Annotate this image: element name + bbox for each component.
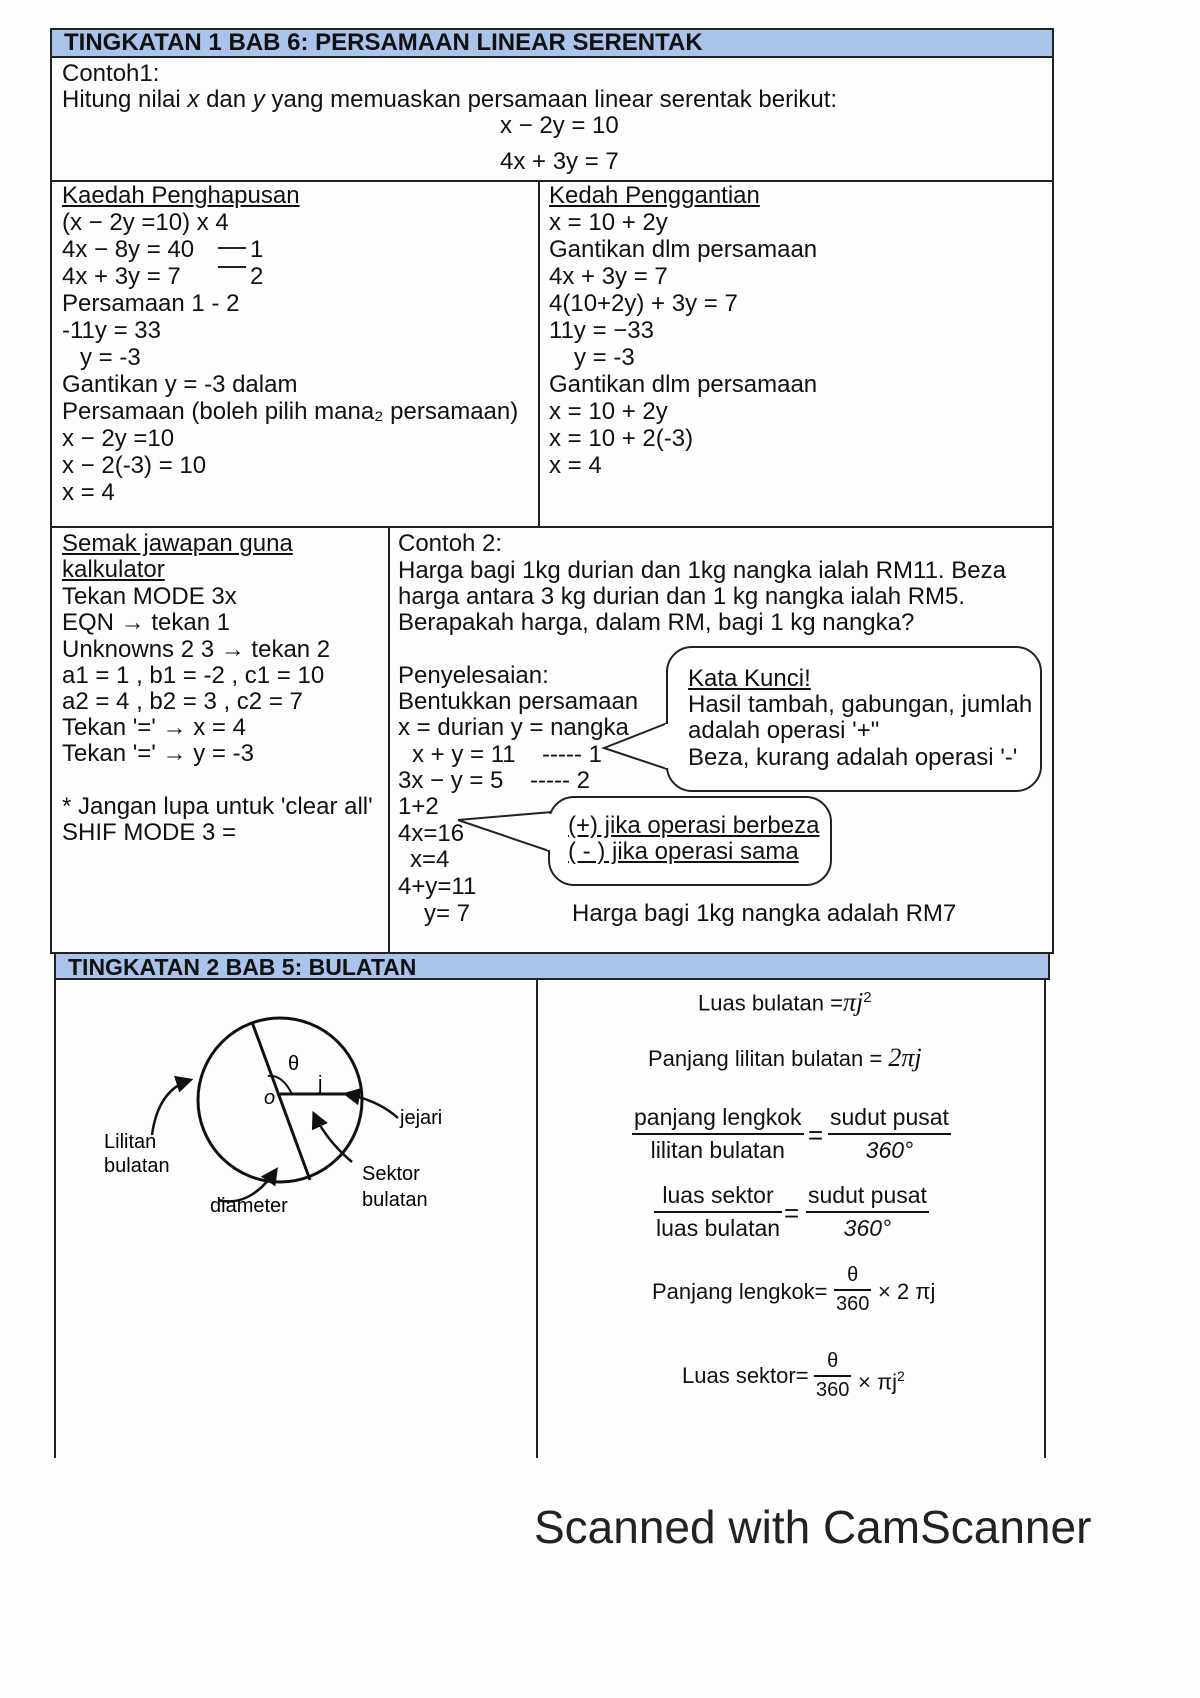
lilitan-label-2: bulatan <box>104 1155 170 1177</box>
question-mid: dan <box>199 86 253 113</box>
section1-title: TINGKATAN 1 BAB 6: PERSAMAAN LINEAR SERENTAK <box>50 28 1054 58</box>
elim-line: x − 2(-3) = 10 <box>62 452 207 479</box>
example2-label: Contoh 2: <box>398 530 503 557</box>
arc-num: θ <box>847 1264 859 1286</box>
elim-line: -11y = 33 <box>62 317 161 344</box>
ratio1-num-left: panjang lengkok <box>634 1104 802 1130</box>
elim-tag-1: 1 <box>250 236 264 263</box>
fraction-bar <box>828 1133 951 1135</box>
solution-tag-1: ----- 1 <box>542 741 602 768</box>
subs-line: Gantikan dlm persamaan <box>549 371 818 398</box>
solution-line: 4x=16 <box>398 820 465 847</box>
keyword-line: Hasil tambah, gabungan, jumlah <box>688 691 1033 718</box>
fraction-bar <box>806 1211 929 1213</box>
sektor-arrow <box>314 1114 352 1162</box>
keyword-line: Beza, kurang adalah operasi '-' <box>688 744 1018 771</box>
elim-line: (x − 2y =10) x 4 <box>62 209 229 236</box>
circumference-formula <box>648 1044 922 1073</box>
example2-question-line: harga antara 3 kg durian dan 1 kg nangka ialah RM5. <box>398 583 966 610</box>
circumference-expr: 2πj <box>888 1043 922 1072</box>
arc-den: 360 <box>836 1293 870 1315</box>
sektor-label-2: bulatan <box>362 1189 428 1211</box>
calc-line: Unknowns 2 3 → tekan 2 <box>62 636 331 663</box>
elim-line: 4x + 3y = 7 <box>62 263 181 290</box>
jejari-label: jejari <box>400 1107 443 1129</box>
subs-line: x = 4 <box>549 452 602 479</box>
elim-line: x = 4 <box>62 479 115 506</box>
calc-line: a1 = 1 , b1 = -2 , c1 = 10 <box>62 662 325 689</box>
equation-1: x − 2y = 10 <box>500 112 619 139</box>
subs-line: x = 10 + 2y <box>549 209 668 236</box>
solution-tag-2: ----- 2 <box>530 767 590 794</box>
solution-line: Penyelesaian: <box>398 662 549 689</box>
calc-line: Tekan '=' → y = -3 <box>62 740 254 767</box>
sign-line-1: (+) jika operasi berbeza <box>568 812 820 839</box>
sector-tail <box>858 1362 905 1396</box>
ratio1-left-fraction <box>632 1104 804 1164</box>
lilitan-arrow <box>152 1080 190 1135</box>
question-x: x <box>187 86 200 113</box>
sector-num: θ <box>827 1350 839 1372</box>
sector-label: Luas sektor= <box>682 1363 809 1388</box>
ratio2-den-right: 360° <box>843 1215 892 1241</box>
question-y: y <box>252 86 265 113</box>
ratio1-equals: = <box>808 1120 824 1150</box>
lilitan-label-1: Lilitan <box>104 1131 157 1153</box>
o-label: o <box>264 1087 276 1109</box>
question-pre: Hitung nilai <box>62 86 188 113</box>
section2-right-border <box>1044 978 1046 1458</box>
subs-line: 4x + 3y = 7 <box>549 263 668 290</box>
sign-bubble-tail <box>458 812 552 852</box>
diameter-line <box>252 1022 310 1180</box>
example2-question-line: Harga bagi 1kg durian dan 1kg nangka ialah RM11. Beza <box>398 557 1006 584</box>
arc-tail: × 2 πj <box>878 1279 936 1304</box>
elimination-heading: Kaedah Penghapusan <box>62 182 300 209</box>
j-label: j <box>318 1073 323 1095</box>
subs-line: 4(10+2y) + 3y = 7 <box>549 290 738 317</box>
sector-tail-text: × πj <box>858 1369 898 1395</box>
elim-line: Gantikan y = -3 dalam <box>62 371 298 398</box>
area-expr: πj <box>842 987 864 1017</box>
theta-label: θ <box>288 1053 300 1075</box>
solution-line: Bentukkan persamaan <box>398 688 639 715</box>
keyword-line: adalah operasi '+" <box>688 717 880 744</box>
calc-line: EQN → tekan 1 <box>62 609 231 636</box>
ratio2-den-left: luas bulatan <box>656 1215 781 1241</box>
solution-line: 1+2 <box>398 793 439 820</box>
sector-den: 360 <box>816 1379 850 1401</box>
substitution-heading: Kedah Penggantian <box>549 182 760 209</box>
keyword-title: Kata Kunci! <box>688 665 811 692</box>
sektor-label-1: Sektor <box>362 1163 420 1185</box>
ratio2-num-right: sudut pusat <box>808 1182 927 1208</box>
subs-line: x = 10 + 2(-3) <box>549 425 694 452</box>
fraction-bar <box>814 1375 851 1377</box>
area-formula <box>698 984 872 1017</box>
calculator-heading-1: Semak jawapan guna <box>62 530 293 557</box>
calc-line: a2 = 4 , b2 = 3 , c2 = 7 <box>62 688 303 715</box>
sign-line-2: ( - ) jika operasi sama <box>568 838 799 865</box>
example1-label: Contoh1: <box>62 60 160 87</box>
arc-fraction <box>834 1264 871 1316</box>
keyword-bubble-tail-cover <box>665 724 669 768</box>
ratio2-right-fraction <box>806 1182 929 1242</box>
calc-line: Tekan '=' → x = 4 <box>62 714 246 741</box>
sign-bubble-tail-cover <box>547 814 551 850</box>
ratio2-left-fraction <box>654 1182 782 1242</box>
ratio1-den-right: 360° <box>865 1137 914 1163</box>
elim-line: Persamaan (boleh pilih mana₂ persamaan) <box>62 398 519 425</box>
ratio2-num-left: luas sektor <box>662 1182 774 1208</box>
diameter-label: diameter <box>210 1195 288 1217</box>
jejari-arrow <box>346 1094 398 1118</box>
elim-line: y = -3 <box>80 344 141 371</box>
question-post: yang memuaskan persamaan linear serentak berikut: <box>264 86 838 113</box>
subs-line: 11y = −33 <box>549 317 654 344</box>
scanner-footer: Scanned with CamScanner <box>534 1501 1092 1553</box>
solution-line: 4+y=11 <box>398 873 477 900</box>
calc-line: Tekan MODE 3x <box>62 583 237 610</box>
ratio1-num-right: sudut pusat <box>830 1104 949 1130</box>
solution-line: x + y = 11 <box>412 741 516 768</box>
area-exp: 2 <box>863 989 872 1006</box>
subs-line: Gantikan dlm persamaan <box>549 236 818 263</box>
fraction-bar <box>654 1211 782 1213</box>
elim-tag-2: 2 <box>250 263 264 290</box>
calc-line: SHIF MODE 3 = <box>62 819 237 846</box>
ratio1-den-left: lilitan bulatan <box>650 1137 785 1163</box>
subs-line: x = 10 + 2y <box>549 398 668 425</box>
subs-line: y = -3 <box>574 344 635 371</box>
solution-line: 3x − y = 5 <box>398 767 504 794</box>
area-text: Luas bulatan = <box>698 990 843 1016</box>
elim-line: x − 2y =10 <box>62 425 175 452</box>
ratio2-equals: = <box>784 1198 800 1228</box>
sector-exp: 2 <box>897 1368 905 1384</box>
solution-line: x=4 <box>410 846 450 873</box>
elim-line: 4x − 8y = 40 <box>62 236 195 263</box>
solution-line: x = durian y = nangka <box>398 714 629 741</box>
ratio1-right-fraction <box>828 1104 951 1164</box>
example2-answer: Harga bagi 1kg nangka adalah RM7 <box>572 900 957 927</box>
circle-diagram <box>60 990 530 1260</box>
solution-line: y= 7 <box>424 900 471 927</box>
sector-fraction <box>814 1350 851 1402</box>
elim-line: Persamaan 1 - 2 <box>62 290 240 317</box>
section2-title: TINGKATAN 2 BAB 5: BULATAN <box>54 952 1050 980</box>
calculator-heading-2: kalkulator <box>62 556 165 583</box>
equation-2: 4x + 3y = 7 <box>500 148 619 175</box>
section2-divider <box>536 978 538 1458</box>
example2-question-line: Berapakah harga, dalam RM, bagi 1 kg nangka? <box>398 609 915 636</box>
keyword-bubble-tail <box>604 722 670 770</box>
arc-label: Panjang lengkok= <box>652 1279 828 1304</box>
fraction-bar <box>632 1133 804 1135</box>
fraction-bar <box>834 1289 871 1291</box>
calc-line: * Jangan lupa untuk 'clear all' <box>62 793 373 820</box>
circumference-text: Panjang lilitan bulatan = <box>648 1046 889 1071</box>
section2-left-border <box>54 978 56 1458</box>
